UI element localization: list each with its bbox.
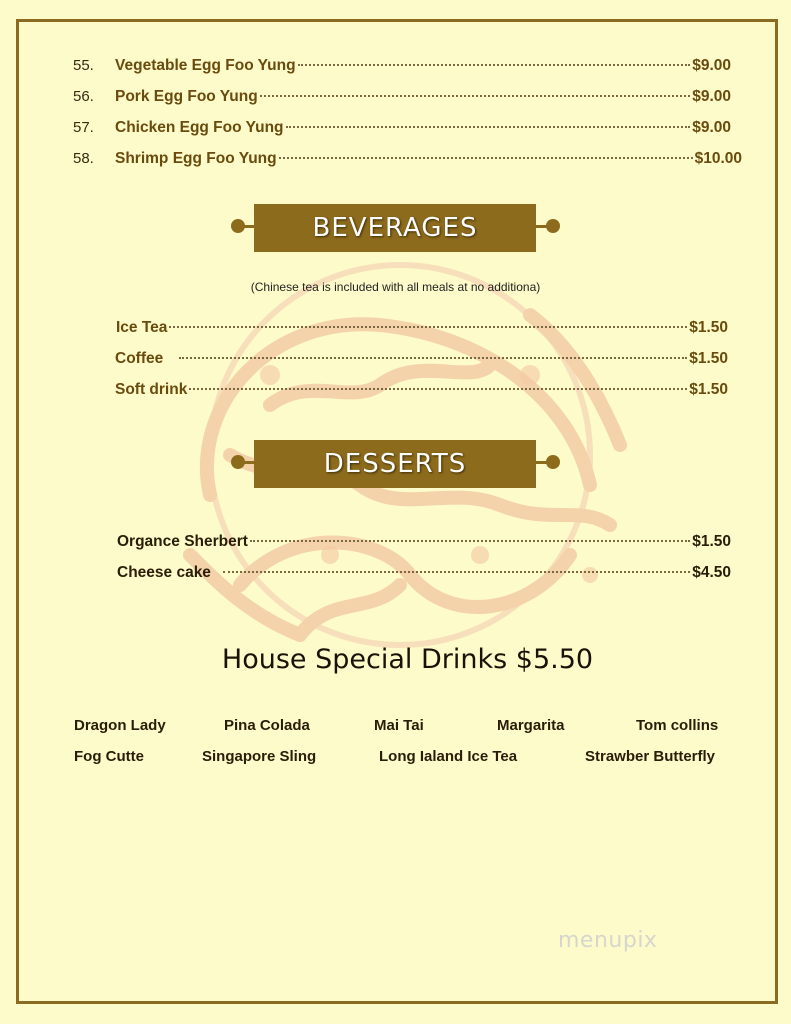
list-item bbox=[73, 57, 731, 75]
dot-leader bbox=[179, 357, 687, 359]
list-item bbox=[115, 350, 728, 368]
drink-item: Tom collins bbox=[636, 717, 719, 734]
beverages-note: (Chinese tea is included with all meals at no additiona) bbox=[250, 280, 541, 294]
drink-item: Strawber Butterfly bbox=[585, 748, 716, 765]
item-price: $9.00 bbox=[692, 119, 731, 136]
dot-leader bbox=[250, 540, 690, 542]
item-number: 56. bbox=[73, 88, 94, 105]
item-name: Organce Sherbert bbox=[117, 533, 248, 550]
item-price: $1.50 bbox=[689, 319, 728, 336]
list-item bbox=[117, 564, 731, 582]
item-name: Chicken Egg Foo Yung bbox=[115, 119, 284, 136]
item-name: Soft drink bbox=[115, 381, 188, 398]
item-price: $9.00 bbox=[692, 88, 731, 105]
banner-knob-left bbox=[231, 219, 245, 233]
dot-leader bbox=[286, 126, 691, 128]
drink-item: Singapore Sling bbox=[202, 748, 317, 765]
dot-leader bbox=[223, 571, 690, 573]
dot-leader bbox=[169, 326, 687, 328]
house-special-title: House Special Drinks $5.50 bbox=[221, 644, 594, 675]
banner-knob-left bbox=[231, 455, 245, 469]
item-price: $4.50 bbox=[692, 564, 731, 581]
banner-knob-right bbox=[546, 455, 560, 469]
item-price: $1.50 bbox=[689, 350, 728, 367]
item-price: $1.50 bbox=[689, 381, 728, 398]
drink-item: Long Ialand Ice Tea bbox=[379, 748, 518, 765]
list-item bbox=[73, 150, 742, 168]
item-name: Vegetable Egg Foo Yung bbox=[115, 57, 296, 74]
list-item bbox=[73, 88, 731, 106]
drink-item: Mai Tai bbox=[374, 717, 424, 734]
item-name: Pork Egg Foo Yung bbox=[115, 88, 258, 105]
watermark-logo: menupix bbox=[558, 928, 658, 953]
list-item bbox=[116, 319, 728, 337]
drink-item: Margarita bbox=[497, 717, 565, 734]
item-price: $9.00 bbox=[692, 57, 731, 74]
item-name: Coffee bbox=[115, 350, 164, 367]
drink-item: Dragon Lady bbox=[74, 717, 166, 734]
dot-leader bbox=[260, 95, 691, 97]
item-name: Shrimp Egg Foo Yung bbox=[115, 150, 277, 167]
list-item bbox=[117, 533, 731, 551]
item-name: Ice Tea bbox=[116, 319, 168, 336]
list-item bbox=[115, 381, 728, 399]
item-name: Cheese cake bbox=[117, 564, 211, 581]
section-title-desserts: DESSERTS bbox=[254, 440, 536, 488]
dot-leader bbox=[298, 64, 691, 66]
drink-item: Pina Colada bbox=[224, 717, 310, 734]
banner-knob-right bbox=[546, 219, 560, 233]
list-item bbox=[73, 119, 731, 137]
item-price: $1.50 bbox=[692, 533, 731, 550]
section-title-beverages: BEVERAGES bbox=[254, 204, 536, 252]
item-number: 58. bbox=[73, 150, 94, 167]
drink-item: Fog Cutte bbox=[74, 748, 144, 765]
item-number: 55. bbox=[73, 57, 94, 74]
dot-leader bbox=[189, 388, 687, 390]
dot-leader bbox=[279, 157, 693, 159]
item-price: $10.00 bbox=[694, 150, 742, 167]
item-number: 57. bbox=[73, 119, 94, 136]
